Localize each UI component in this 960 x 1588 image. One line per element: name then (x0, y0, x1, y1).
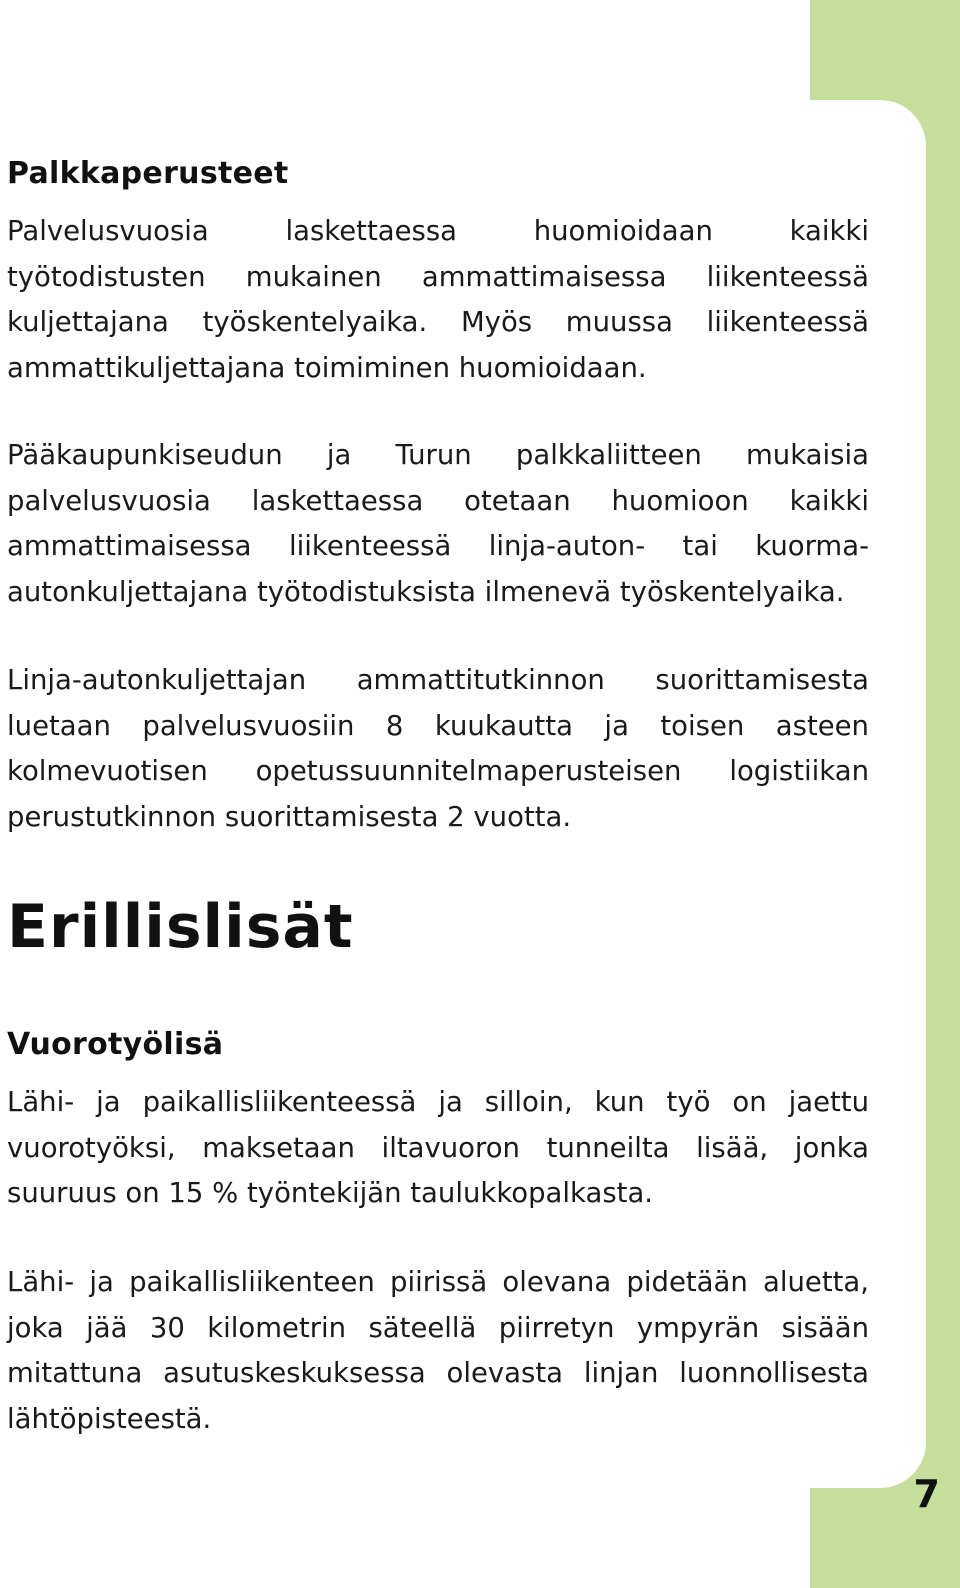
paragraph-ammattitutkinto: Linja-autonkuljettajan ammattitutkinnon suorittamisesta luetaan palvelusvuosiin 8 kuukautta ja toisen asteen kolmevuotisen opetussuunnitelmaperusteisen logistiikan perustutkinnon suorittamisesta 2 vuotta. (7, 664, 869, 834)
section-heading-palkkaperusteet: Palkkaperusteet (7, 156, 289, 191)
paragraph-iltavuoro: Lähi- ja paikallisliikenteessä ja silloin, kun työ on jaettu vuorotyöksi, maksetaan iltavuoron tunneilta lisää, jonka suuruus on 15 % työntekijän taulukkopalkasta. (7, 1086, 869, 1210)
paragraph-lahiliikenne: Lähi- ja paikallisliikenteen piirissä olevana pidetään aluetta, joka jää 30 kilometrin säteellä piirretyn ympyrän sisään mitattuna asutuskeskuksessa olevasta linjan luonnollisesta lähtöpisteestä. (7, 1266, 869, 1436)
section-heading-erillislisat: Erillislisät (7, 892, 354, 962)
subheading-vuorotyolisa: Vuorotyölisä (7, 1027, 224, 1062)
page-number: 7 (913, 1472, 940, 1516)
paragraph-palvelusvuodet: Palvelusvuosia laskettaessa huomioidaan kaikki työtodistusten mukainen ammattimaisessa liikenteessä kuljettajana työskentelyaika. Myös muussa liikenteessä ammattikuljettajana toimiminen huomioidaan. (7, 215, 869, 385)
paragraph-paakaupunkiseutu: Pääkaupunkiseudun ja Turun palkkaliitteen mukaisia palvelusvuosia laskettaessa otetaan huomioon kaikki ammattimaisessa liikenteessä linja-auton- tai kuorma-autonkuljettajana työtodistuksista ilmenevä työskentelyaika. (7, 439, 869, 609)
